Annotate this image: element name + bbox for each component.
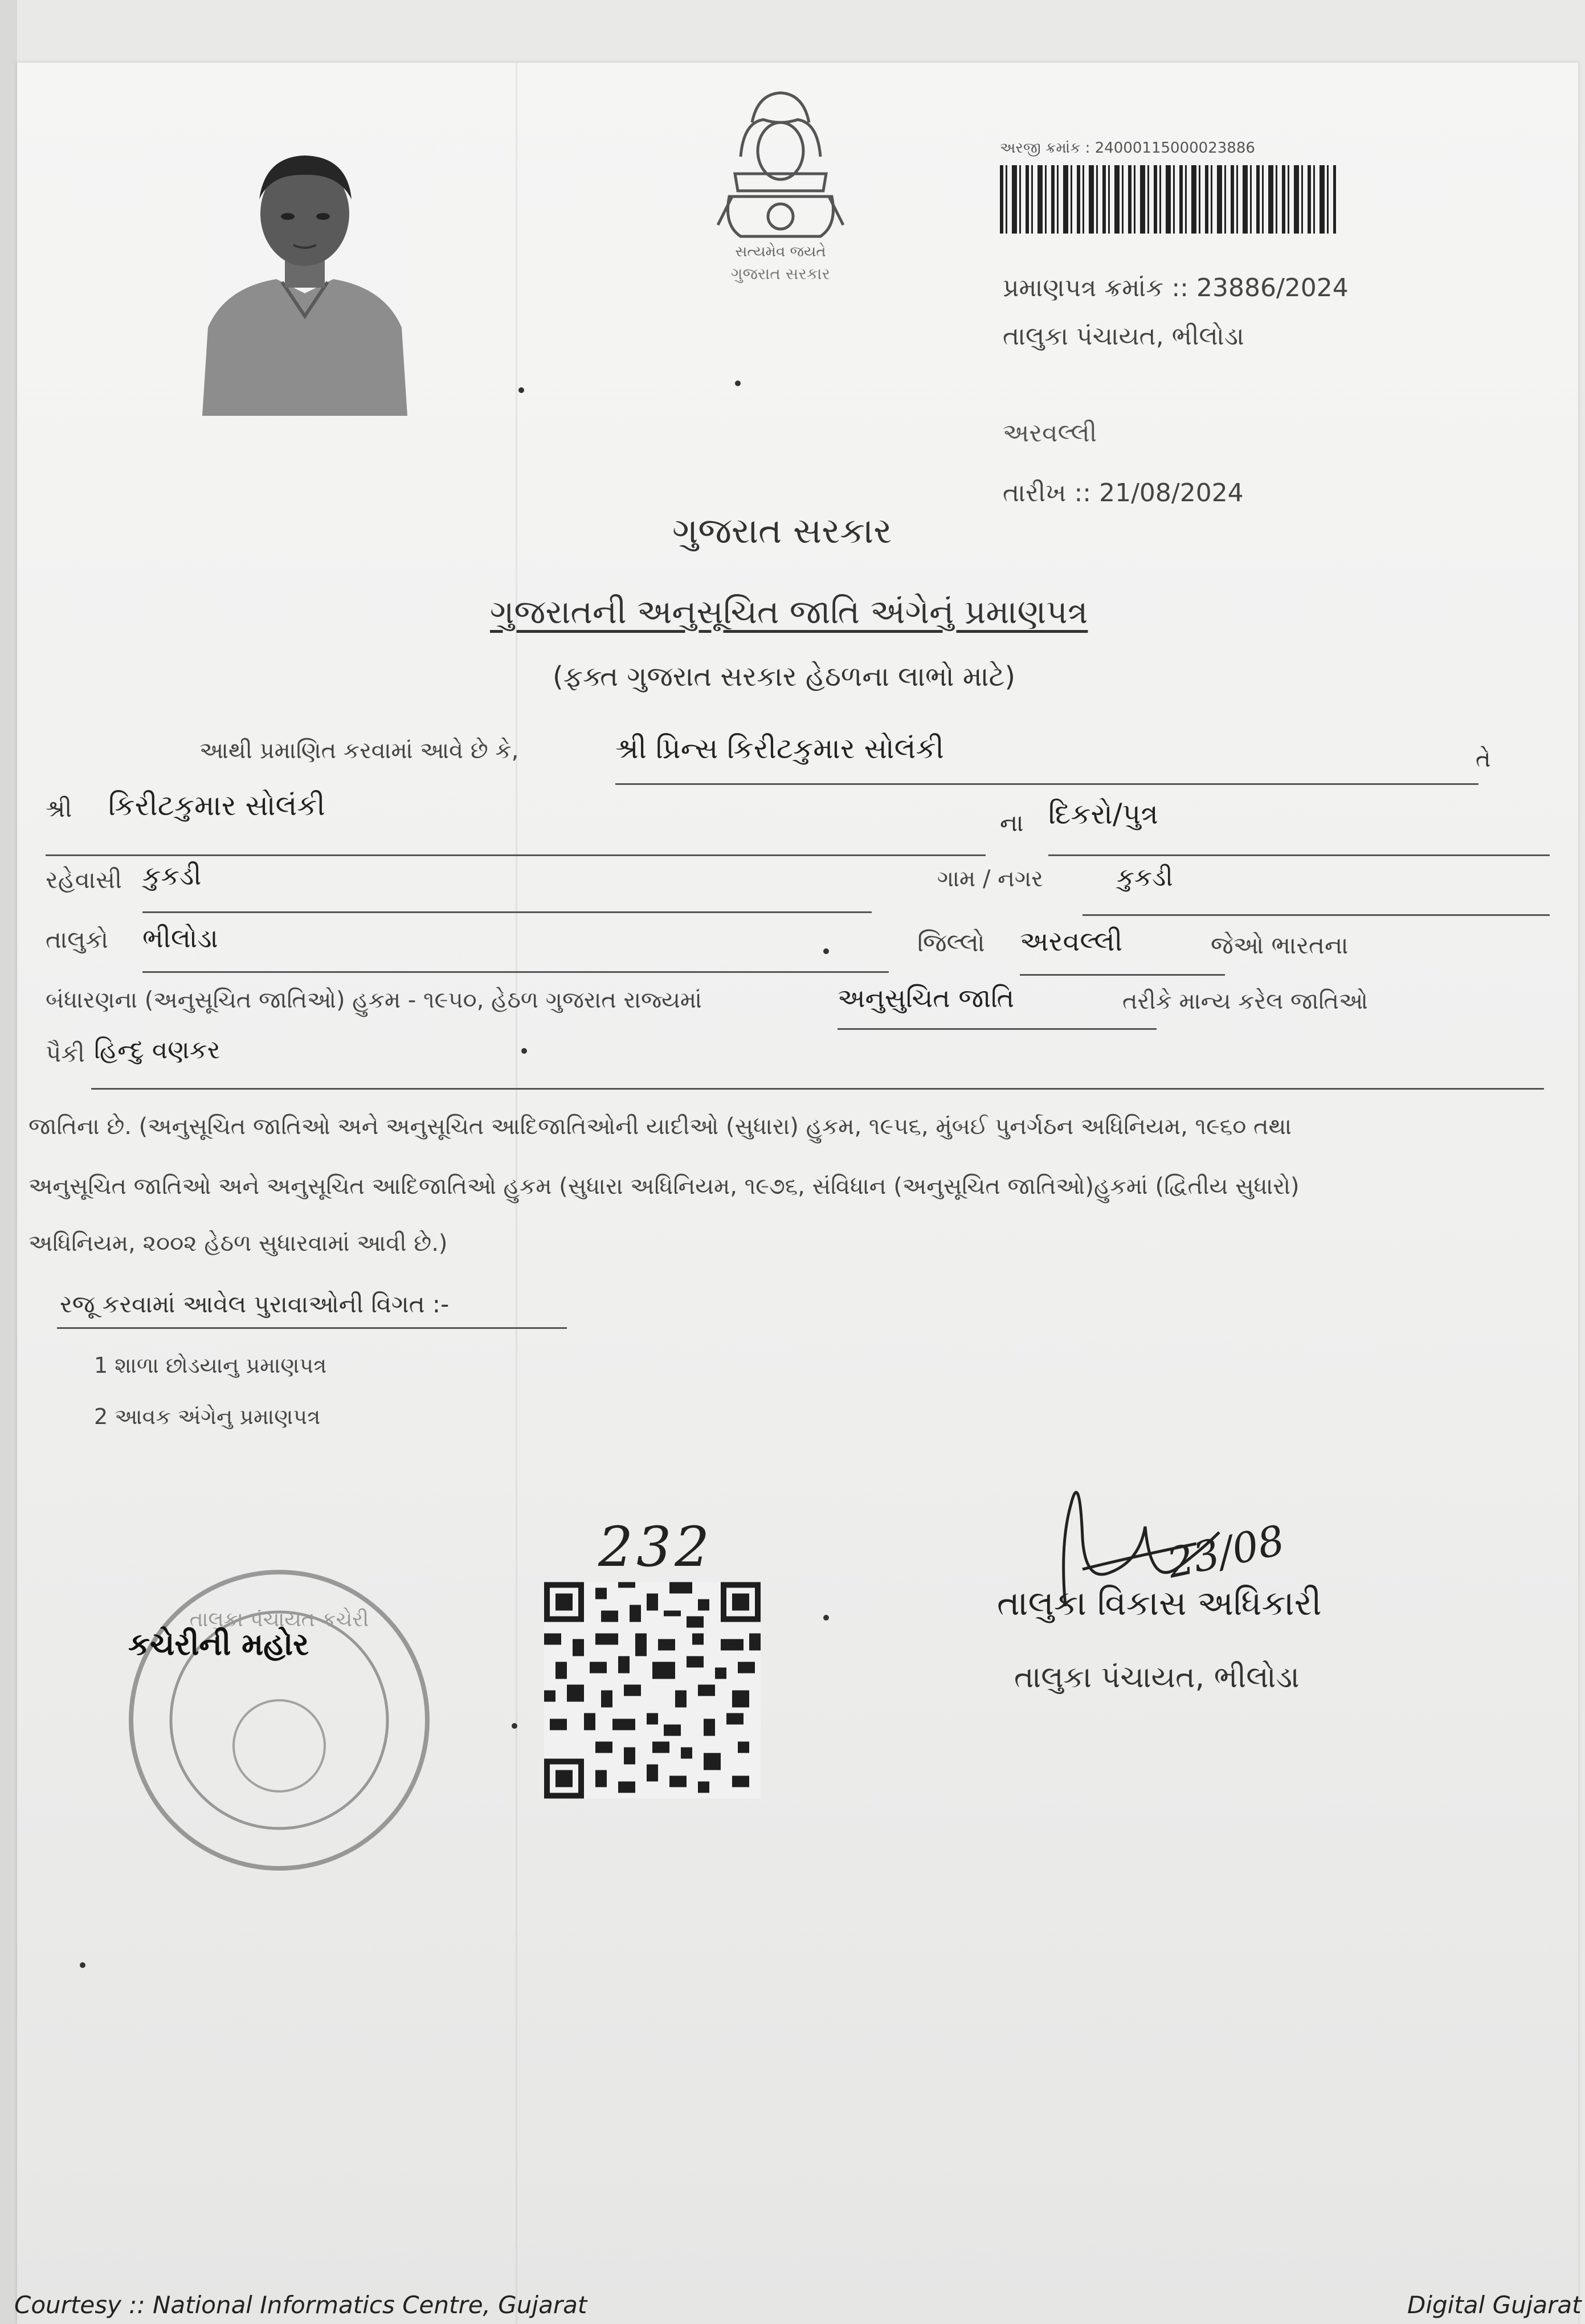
recognized-text: તરીકે માન્ય કરેલ જાતિઓ [1122, 988, 1368, 1014]
taluka-value: ભીલોડા [142, 923, 218, 954]
legal-paragraph-line-2: અનુસૂચિત જાતિઓ અને અનુસૂચિત આદિજાતિઓ હુકમ (સુધારા અધિનિયમ, ૧૯૭૬, સંવિધાન (અનુસૂચિત જાતિઓ)હુકમાં (દ્વિતીય સુધારો) [28, 1173, 1300, 1200]
taluka-label: તાલુકો [46, 926, 109, 954]
evidence-heading: રજૂ કરવામાં આવેલ પુરાવાઓની વિગત :- [60, 1290, 450, 1318]
handwritten-number: 232 [598, 1515, 713, 1579]
village-line [1082, 914, 1550, 916]
among-label: પૈકી [46, 1040, 85, 1067]
certificate-subtitle: (ફક્ત ગુજરાત સરકાર હેઠળના લાભો માટે) [553, 661, 1016, 693]
emblem-label: ગુજરાત સરકાર [731, 264, 830, 283]
taluka-line [142, 971, 889, 973]
signatory-title: તાલુકા વિકાસ અધિકારી [997, 1584, 1322, 1623]
footer-courtesy: Courtesy :: National Informatics Centre, Gujarat [14, 2291, 587, 2319]
district-value: અરવલ્લી [1020, 926, 1123, 958]
legal-paragraph-line-1: જાતિના છે. (અનુસૂચિત જાતિઓ અને અનુસૂચિત આદિજાતિઓની યાદીઓ (સુધારા) હુકમ, ૧૯૫૬, મુંબઈ પુનર્ગઠન અધિનિયમ, ૧૯૬૦ તથા [28, 1114, 1292, 1140]
speck [512, 1723, 517, 1729]
relation: દિકરો/પુત્ર [1048, 797, 1158, 830]
state-emblem [701, 88, 860, 293]
emblem-motto: સત્યમેવ જયતે [735, 243, 826, 260]
parent-name-line [46, 854, 986, 856]
parent-name: કિરીટકુમાર સોલંકી [108, 789, 325, 822]
application-number: અરજી ક્રમાંક : 24000115000023886 [1000, 140, 1255, 157]
issuing-office: તાલુકા પંચાયત, ભીલોડા [1003, 322, 1244, 351]
caste-value: હિન્દુ વણકર [94, 1036, 220, 1065]
applicant-name: શ્રી પ્રિન્સ કિરીટકુમાર સોલંકી [615, 732, 944, 765]
speck [823, 1615, 829, 1621]
resident-line [142, 911, 872, 913]
evidence-item: 1 શાળા છોડયાનુ પ્રમાણપત્ર [94, 1353, 327, 1378]
speck [518, 387, 524, 393]
issue-date: તારીખ :: 21/08/2024 [1003, 478, 1244, 508]
evidence-item: 2 આવક અંગેનુ પ્રમાણપત્ર [94, 1404, 321, 1429]
village-label: ગામ / નગર [937, 866, 1043, 892]
category-value: અનુસુચિત જાતિ [838, 983, 1015, 1013]
village-value: કુકડી [1117, 863, 1173, 892]
page-edge [0, 0, 17, 2324]
issue-date-label: તારીખ [1003, 478, 1067, 508]
footer [0, 2284, 1585, 2324]
caste-line [91, 1088, 1544, 1090]
resident-value: કુકડી [142, 860, 202, 891]
shri-label: શ્રી [46, 795, 72, 823]
resident-label: રહેવાસી [46, 866, 122, 894]
te-text: તે [1476, 746, 1491, 772]
application-number-value: 24000115000023886 [1094, 140, 1255, 157]
speck [735, 380, 741, 386]
evidence-heading-line [57, 1327, 567, 1329]
certificate-number-value: 23886/2024 [1196, 273, 1349, 302]
seal-text: તાલુકા પંચાયત કચેરી [189, 1608, 369, 1631]
office-seal [117, 1558, 442, 1883]
intro-text: આથી પ્રમાણિત કરવામાં આવે છે કે, [199, 738, 519, 764]
application-number-label: અરજી ક્રમાંક [1000, 140, 1081, 157]
verification-qr-code [544, 1581, 761, 1800]
district-label: જિલ્લો [917, 928, 985, 958]
certificate-number: પ્રમાણપત્ર ક્રમાંક :: 23886/2024 [1003, 273, 1349, 302]
category-line [838, 1028, 1157, 1030]
application-barcode [1000, 165, 1336, 234]
seal-label: કચેરીની મહોર [128, 1626, 309, 1662]
relation-line [1048, 854, 1550, 856]
government-title: ગુજરાત સરકાર [672, 510, 892, 551]
speck [521, 1048, 527, 1054]
certificate-number-label: પ્રમાણપત્ર ક્રમાંક [1003, 273, 1164, 302]
na-text: ના [1000, 809, 1024, 837]
india-text: જેઓ ભારતના [1211, 931, 1349, 959]
certificate-title: ગુજરાતની અનુસૂચિત જાતિ અંગેનું પ્રમાણપત્ર [490, 592, 1088, 631]
signatory-office: તાલુકા પંચાયત, ભીલોડા [1014, 1660, 1300, 1695]
footer-digital-gujarat: Digital Gujarat [1407, 2291, 1582, 2319]
applicant-name-line [615, 783, 1478, 785]
issuing-district: અરવલ્લી [1003, 419, 1097, 448]
speck [823, 948, 829, 954]
order-text: બંધારણના (અનુસૂચિત જાતિઓ) હુકમ - ૧૯૫૦, હેઠળ ગુજરાત રાજ્યમાં [46, 987, 702, 1013]
applicant-photo [202, 145, 407, 416]
signature-date: 23/08 [1163, 1516, 1289, 1587]
speck [80, 1962, 85, 1968]
legal-paragraph-line-3: અધિનિયમ, ૨૦૦૨ હેઠળ સુધારવામાં આવી છે.) [28, 1230, 448, 1257]
district-line [1020, 974, 1225, 976]
issue-date-value: 21/08/2024 [1099, 478, 1244, 508]
